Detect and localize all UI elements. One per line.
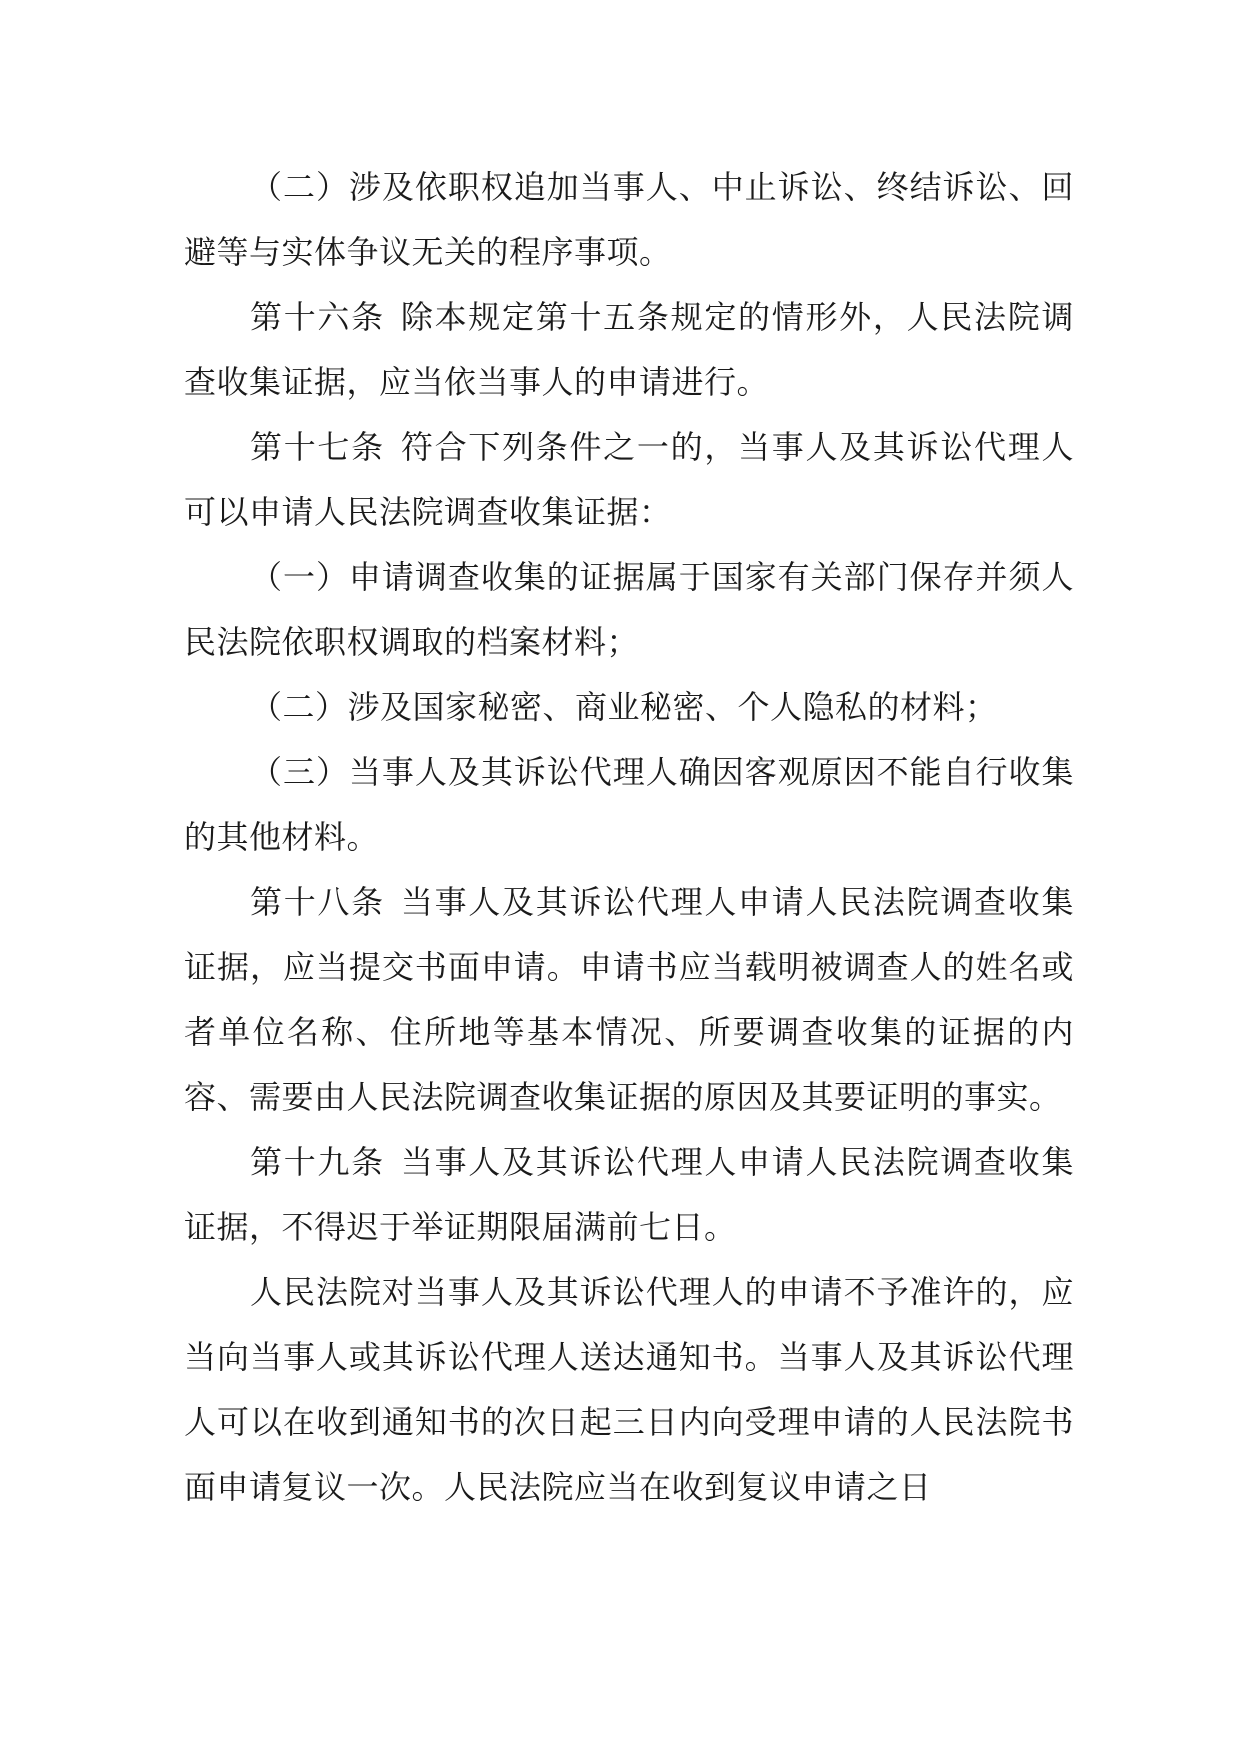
paragraph-text: （二）涉及国家秘密、商业秘密、个人隐私的材料； <box>250 688 998 726</box>
article-19-paragraph-2 <box>184 1260 1074 1520</box>
paragraph-text: （一）申请调查收集的证据属于国家有关部门保存并须人民法院依职权调取的档案材料； <box>184 558 1074 661</box>
article-heading: 第十七条 <box>250 428 385 466</box>
article-text: 当事人及其诉讼代理人申请人民法院调查收集证据，不得迟于举证期限届满前七日。 <box>184 1143 1074 1246</box>
article-heading: 第十八条 <box>250 883 385 921</box>
article-heading: 第十九条 <box>250 1143 385 1181</box>
article-17 <box>184 415 1074 545</box>
article-17-item-3 <box>184 740 1074 870</box>
document-body <box>184 155 1074 1520</box>
article-text: 当事人及其诉讼代理人申请人民法院调查收集证据，应当提交书面申请。申请书应当载明被调查人的姓名或者单位名称、住所地等基本情况、所要调查收集的证据的内容、需要由人民法院调查收集证据的原因及其要证明的事实。 <box>184 883 1074 1116</box>
article-17-item-2 <box>184 675 1074 740</box>
article-17-item-1 <box>184 545 1074 675</box>
article-16 <box>184 285 1074 415</box>
article-18 <box>184 870 1074 1130</box>
article-19 <box>184 1130 1074 1260</box>
article-text: 符合下列条件之一的，当事人及其诉讼代理人可以申请人民法院调查收集证据： <box>184 428 1074 531</box>
paragraph-item-2 <box>184 155 1074 285</box>
paragraph-text: （三）当事人及其诉讼代理人确因客观原因不能自行收集的其他材料。 <box>184 753 1074 856</box>
paragraph-text: （二）涉及依职权追加当事人、中止诉讼、终结诉讼、回避等与实体争议无关的程序事项。 <box>184 168 1074 271</box>
paragraph-text: 人民法院对当事人及其诉讼代理人的申请不予准许的，应当向当事人或其诉讼代理人送达通知书。当事人及其诉讼代理人可以在收到通知书的次日起三日内向受理申请的人民法院书面申请复议一次。人民法院应当在收到复议申请之日 <box>184 1273 1074 1506</box>
article-heading: 第十六条 <box>250 298 385 336</box>
article-text: 除本规定第十五条规定的情形外，人民法院调查收集证据，应当依当事人的申请进行。 <box>184 298 1074 401</box>
